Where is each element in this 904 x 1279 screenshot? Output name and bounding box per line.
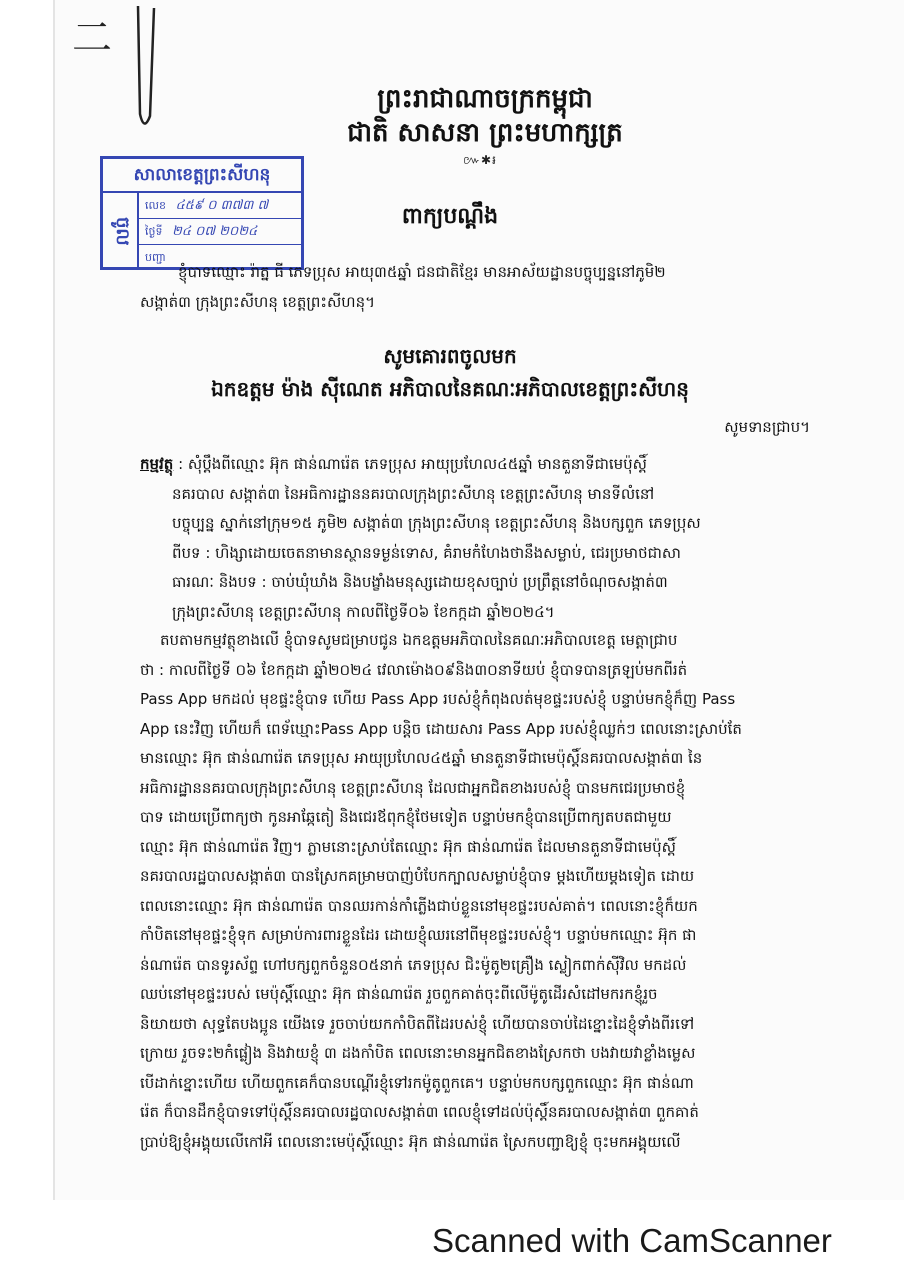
pen-stroke-mark (130, 4, 160, 134)
body-line: ឈ្មោះ អ៊ុក ផាន់ណារ៉េត វិញ។ ភ្លាមនោះស្រាប់តែឈ្មោះ អ៊ុក ផាន់ណារ៉េត ដែលមានតួនាទីជាមេប៉ុស្តិ៍ (140, 837, 676, 856)
body-line: App នេះវិញ ហើយក៏ ពេទ័ឃ្មោះPass App បន្តិច ដោយសារ Pass App របស់ខ្ញុំឈ្លក់ៗ ពេលនោះស្រាប់តែ (140, 719, 742, 738)
subject-label: កម្មវត្ថុ (140, 455, 174, 473)
receipt-stamp (100, 156, 304, 270)
stamp-ref-label: បញ្ជា (145, 251, 166, 264)
stamp-date-value: ២៤ ០៧ ២០២៤ (171, 224, 258, 239)
respect-line: សូមទានជ្រាប។ (724, 418, 810, 436)
intro-line: ខ្ញុំបាទឈ្មោះ រ៉ាត្ន ធី ភេទប្រុស អាយុ៣៥ឆ្នាំ ជនជាតិខ្មែរ មានអាស័យដ្ឋានបច្ចុប្បន្ននៅភូមិ២ (178, 263, 666, 281)
stamp-date-label: ថ្ងៃទី (145, 225, 163, 238)
stamp-receive-label: ចូល (103, 193, 139, 269)
body-line: រ៉េត ក៏បានដឹកខ្ញុំបាទទៅប៉ុស្តិ៍នគរបាលរដ្ឋបាលសង្កាត់៣ ពេលខ្ញុំទៅដល់ប៉ុស្តិ៍នគរបាលសង្កាត់៣ ពួកគាត់ (140, 1103, 699, 1121)
recipient-name: ឯកឧត្តម ម៉ាង ស៊ីណេត អភិបាលនៃគណៈអភិបាលខេត្តព្រះសីហនុ (211, 377, 689, 401)
stamp-office-name: សាលាខេត្តព្រះសីហនុ (103, 159, 301, 193)
subject-first-line (140, 450, 815, 480)
national-motto: ជាតិ សាសនា ព្រះមហាក្សត្រ (347, 118, 623, 148)
kingdom-name: ព្រះរាជាណាចក្រកម្ពុជា (377, 84, 593, 114)
body-line: និយាយថា សុទ្ធតែបងប្អូន យើងទេ រួចចាប់យកកាំបិតពីដៃរបស់ខ្ញុំ ហើយបានចាប់ដៃខ្នោះដៃខ្ញុំទាំងពីរទៅ (140, 1014, 695, 1033)
body-line: ថា : កាលពីថ្ងៃទី ០៦ ខែកក្កដា ឆ្នាំ២០២៤ វេលាម៉ោង០៩និង៣០នាទីយប់ ខ្ញុំបាទបានត្រឡប់មកពីរត់ (140, 660, 688, 679)
body-line: តបតាមកម្មវត្ថុខាងលើ ខ្ញុំបាទសូមជម្រាបជូន ឯកឧត្តមអភិបាលនៃគណៈអភិបាលខេត្ត មេត្តាជ្រាប (160, 631, 678, 649)
body-line: ក្រោយ រួចទះ២កំផ្លៀង និងវាយខ្ញុំ ៣ ដងកាំបិត ពេលនោះមានអ្នកជិតខាងស្រែកថា បងវាយវាខ្លាំងម្លេស (140, 1044, 696, 1062)
corner-mark: 二 (72, 15, 108, 61)
subject-line: ពីបទ : ហិង្សាដោយចេតនាមានស្ថានទម្ងន់ទោស, គំរាមកំហែងថានឹងសម្លាប់, ជេរប្រមាថជាសា (172, 543, 681, 562)
intro-line: សង្កាត់៣ ក្រុងព្រះសីហនុ ខេត្តព្រះសីហនុ។ (140, 292, 375, 311)
body-line: បាទ ដោយប្រើពាក្យថា កូនអាឆ្កែតៀ និងជេរឪពុកខ្ញុំថែមទៀត បន្ទាប់មកខ្ញុំបានប្រើពាក្យតបតជាមួយ (140, 808, 672, 826)
subject-line: : សុំប្ដឹងពីឈ្មោះ អ៊ុក ផាន់ណារ៉េត ភេទប្រុស អាយុប្រហែល៤៥ឆ្នាំ មានតួនាទីជាមេប៉ុស្តិ៍ (173, 455, 647, 473)
stamp-number-row (139, 193, 301, 219)
body-line: បើដាក់ខ្នោះហើយ ហើយពួកគេក៏បានបណ្ដើរខ្ញុំទៅរកម៉ូតូពួកគេ។ បន្ទាប់មកបក្សពួកឈ្មោះ អ៊ុក ផាន់ណា (140, 1073, 694, 1092)
body-line: ពេលនោះឈ្មោះ អ៊ុក ផាន់ណារ៉េត បានឈរកាន់កាំភ្លើងជាប់ខ្លួននៅមុខផ្ទះរបស់គាត់។ ពេលនោះខ្ញុំក៏យក (140, 896, 698, 915)
body-line: ប្រាប់ឱ្យខ្ញុំអង្គុយលើកៅអី ពេលនោះមេប៉ុស្តិ៍ឈ្មោះ អ៊ុក ផាន់ណារ៉េត ស្រែកបញ្ជាឱ្យខ្ញុំ ចុះមកអង្គុយលើ (140, 1132, 681, 1151)
body-line: មានឈ្មោះ អ៊ុក ផាន់ណារ៉េត ភេទប្រុស អាយុប្រហែល៤៥ឆ្នាំ មានតួនាទីជាមេប៉ុស្តិ៍នគរបាលសង្កាត់៣ នៃ (140, 749, 703, 767)
subject-line: បច្ចុប្បន្ន ស្នាក់នៅក្រុម១៥ ភូមិ២ សង្កាត់៣ ក្រុងព្រះសីហនុ ខេត្តព្រះសីហនុ និងបក្សពួក ភេទប្រុស (172, 514, 701, 532)
kingdom-heading (250, 82, 720, 150)
body-line: អធិការដ្ឋាននគរបាលក្រុងព្រះសីហនុ ខេត្តព្រះសីហនុ ដែលជាអ្នកជិតខាងរបស់ខ្ញុំ បានមកជេរប្រមាថខ្ញុំ (140, 778, 686, 797)
body-line: ន់ណារ៉េត បានទូរស័ព្ទ ហៅបក្សពួកចំនួន០៥នាក់ ភេទប្រុស ជិះម៉ូតូ២គ្រឿង ស្លៀកពាក់ស៊ីវិល មកដល់ (140, 955, 687, 974)
body-line: នគរបាលរដ្ឋបាលសង្កាត់៣ បានស្រែកគម្រាមបាញ់បំបែកក្បាលសម្លាប់ខ្ញុំបាទ ម្ដងហើយម្ដងទៀត ដោយ (140, 867, 695, 885)
subject-paragraph (140, 450, 815, 627)
salutation: សូមគោរពចូលមក (383, 344, 517, 368)
body-line: កាំបិតនៅមុខផ្ទះខ្ញុំទុក សម្រាប់ការពារខ្លួនដែរ ដោយខ្ញុំឈរនៅពីមុខផ្ទះរបស់ខ្ញុំ។ បន្ទាប់មកឈ្មោះ អ៊ុក ផា (140, 926, 697, 944)
stamp-date-row (139, 219, 301, 245)
document-title: ពាក្យបណ្ដឹង (401, 203, 499, 229)
stamp-number-label: លេខ (145, 199, 166, 212)
subject-line: ក្រុងព្រះសីហនុ ខេត្តព្រះសីហនុ កាលពីថ្ងៃទី០៦ ខែកក្កដា ឆ្នាំ២០២៤។ (172, 602, 555, 621)
ornament-divider: ៚✱៛ (463, 153, 497, 167)
scanner-watermark: Scanned with CamScanner (432, 1222, 832, 1259)
body-line: Pass App មកដល់ មុខផ្ទះខ្ញុំបាទ ហើយ Pass App របស់ខ្ញុំកំពុងលត់មុខផ្ទះរបស់ខ្ញុំ បន្ទាប់មកខ្ញុំក៏ញ Pass (140, 690, 736, 708)
subject-line: នគរបាល សង្កាត់៣ នៃអធិការដ្ឋាននគរបាលក្រុងព្រះសីហនុ ខេត្តព្រះសីហនុ មានទីលំនៅ (172, 484, 655, 503)
stamp-number-value: ៤៥៩ ០ ៣៧៣ ៧ (175, 198, 269, 213)
body-line: ឈប់នៅមុខផ្ទះរបស់ មេប៉ុស្តិ៍ឈ្មោះ អ៊ុក ផាន់ណារ៉េត រួចពួកគាត់ចុះពីលើម៉ូតូដើរសំដៅមករកខ្ញុំរួច (140, 985, 658, 1003)
recipient-block (120, 340, 780, 406)
intro-paragraph (140, 258, 800, 317)
body-paragraph (140, 626, 815, 1157)
subject-line: ធារណៈ និងបទ : ចាប់ឃុំឃាំង និងបង្ខាំងមនុស្សដោយខុសច្បាប់ ប្រព្រឹត្តនៅចំណុចសង្កាត់៣ (172, 573, 668, 591)
